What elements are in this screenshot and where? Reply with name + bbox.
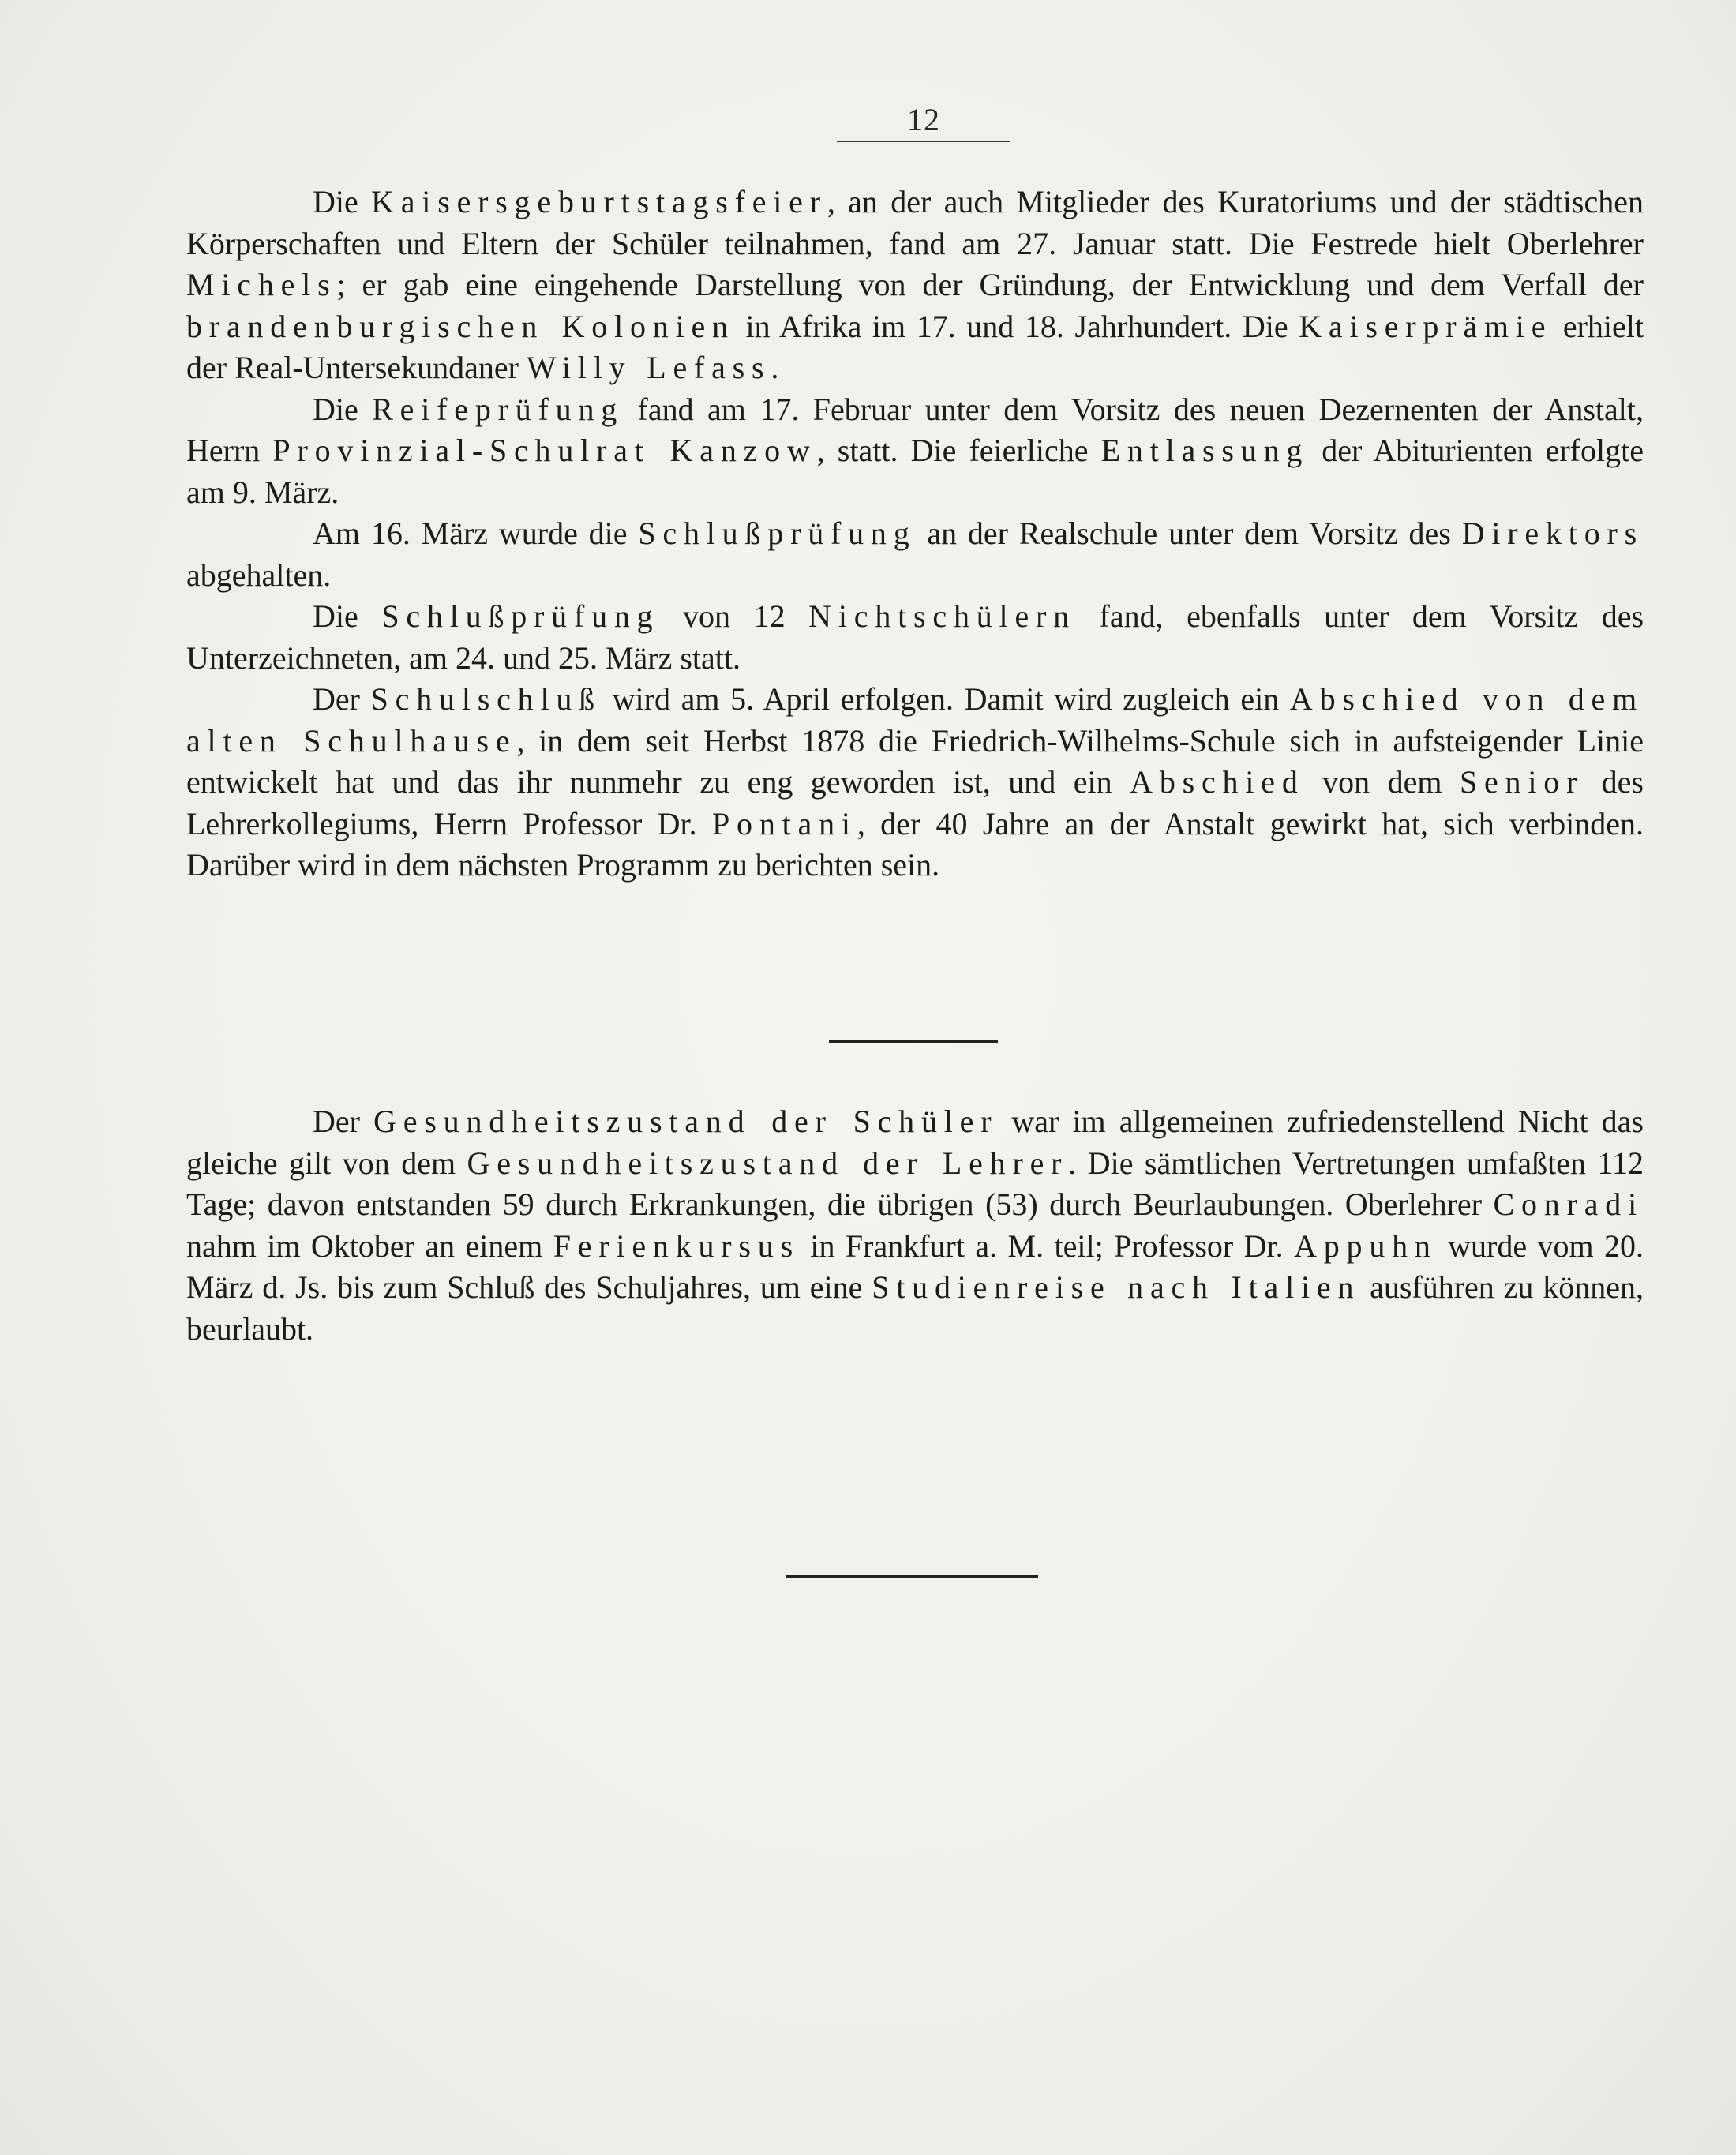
spaced-term: Michels	[186, 267, 337, 302]
text: von dem	[1304, 764, 1460, 800]
text: ausführen zu können, beurlaubt.	[186, 1269, 1644, 1347]
text: , an der auch Mitglieder des Kuratoriums und der städtischen Körperschaften und Eltern der Schüler teilnahmen, fand am 27. Januar statt. Die Festrede hielt Oberlehrer	[186, 184, 1644, 261]
spaced-term: Abschied von dem alten Schulhause	[186, 681, 1644, 759]
paragraph-reifepruefung	[186, 389, 1644, 514]
spaced-term: Gesundheitszustand der Schüler	[373, 1104, 999, 1139]
text: abgehalten.	[186, 557, 332, 593]
text: Der	[313, 1104, 374, 1139]
header-rule	[837, 141, 1010, 142]
spaced-term: Pontani	[711, 805, 857, 841]
text: fand, ebenfalls unter dem Vorsitz des Unterzeichneten, am 24. und 25. März statt.	[186, 598, 1644, 676]
text: der Abiturienten erfolgte am 9. März.	[186, 433, 1644, 510]
spaced-term: Direktors	[1461, 515, 1644, 551]
text: Der	[313, 681, 371, 717]
text: ; er gab eine eingehende Darstellung von der Gründung, der Entwicklung und dem Verfall der	[336, 267, 1644, 302]
spaced-term: Kaiserprämie	[1299, 308, 1553, 344]
spaced-term: Entlassung	[1100, 433, 1310, 468]
spaced-term: Schlußprüfung	[381, 598, 660, 634]
text: in Afrika im 17. und 18. Jahrhundert. Die	[734, 308, 1299, 344]
text: wurde vom 20. März d. Js. bis zum Schluß des Schuljahres, um eine	[186, 1227, 1644, 1305]
spaced-term: Studienreise nach Italien	[872, 1269, 1361, 1305]
spaced-term: brandenburgischen Kolonien	[186, 308, 735, 344]
paragraph-kaisersgeburtstag	[186, 182, 1644, 389]
section-divider	[829, 1040, 998, 1043]
text: , der 40 Jahre an der Anstalt gewirkt hat, sich verbinden. Darüber wird in dem nächsten Programm zu berichten sein.	[186, 805, 1644, 883]
spaced-term: Schulschluß	[370, 681, 602, 717]
text: fand am 17. Februar unter dem Vorsitz des neuen Dezernenten der Anstalt, Herrn	[186, 391, 1644, 468]
spaced-term: Willy Lefass	[526, 350, 771, 385]
text: nahm im Oktober an einem	[186, 1227, 553, 1264]
text: Die	[313, 598, 382, 634]
spaced-term: Kaisersgeburtstagsfeier	[371, 184, 827, 219]
spaced-term: Reifeprüfung	[372, 391, 624, 427]
page-number: 12	[907, 102, 940, 137]
spaced-term: Ferienkursus	[553, 1227, 800, 1264]
text: , statt. Die feierliche	[816, 433, 1101, 468]
end-divider	[786, 1575, 1038, 1578]
text: .	[771, 350, 779, 385]
text: . Die sämtlichen Vertretungen umfaßten 112 Tage; davon entstanden 59 durch Erkrankungen, die übrigen (53) durch Beurlaubungen. Oberlehrer	[186, 1145, 1644, 1222]
text: Die	[313, 184, 372, 219]
spaced-term: Schlußprüfung	[638, 515, 917, 551]
section-school-events	[186, 182, 1644, 886]
text: Am 16. März wurde die	[313, 515, 639, 551]
text: in Frankfurt a. M. teil; Professor Dr.	[799, 1227, 1295, 1264]
paragraph-schlusspruefung-realschule	[186, 513, 1644, 596]
text: , in dem seit Herbst 1878 die Friedrich-Wilhelms-Schule sich in aufsteigender Linie entwickelt hat und das ihr nunmehr zu eng geworden ist, und ein	[186, 722, 1644, 800]
spaced-term: Conradi	[1493, 1186, 1644, 1222]
section-health	[186, 1101, 1644, 1350]
text: war im allgemeinen zufriedenstellend Nicht das gleiche gilt von dem	[186, 1104, 1644, 1181]
text: erhielt der Real-Untersekundaner	[186, 308, 1644, 385]
paragraph-gesundheitszustand	[186, 1101, 1644, 1350]
spaced-term: Abschied	[1130, 764, 1305, 800]
spaced-term: Gesundheitszustand der Lehrer	[467, 1145, 1069, 1181]
text: Die	[313, 391, 373, 427]
text: an der Realschule unter dem Vorsitz des	[916, 515, 1462, 551]
paragraph-nichtschueler	[186, 596, 1644, 679]
spaced-term: Provinzial-Schulrat Kanzow	[272, 433, 817, 468]
paragraph-schulschluss	[186, 679, 1644, 886]
text: des Lehrerkollegiums, Herrn Professor Dr.	[186, 764, 1644, 841]
text: von 12	[659, 598, 809, 634]
spaced-term: Senior	[1459, 764, 1584, 800]
spaced-term: Nichtschülern	[808, 598, 1076, 634]
spaced-term: Appuhn	[1294, 1227, 1438, 1264]
text: wird am 5. April erfolgen. Damit wird zugleich ein	[601, 681, 1290, 717]
